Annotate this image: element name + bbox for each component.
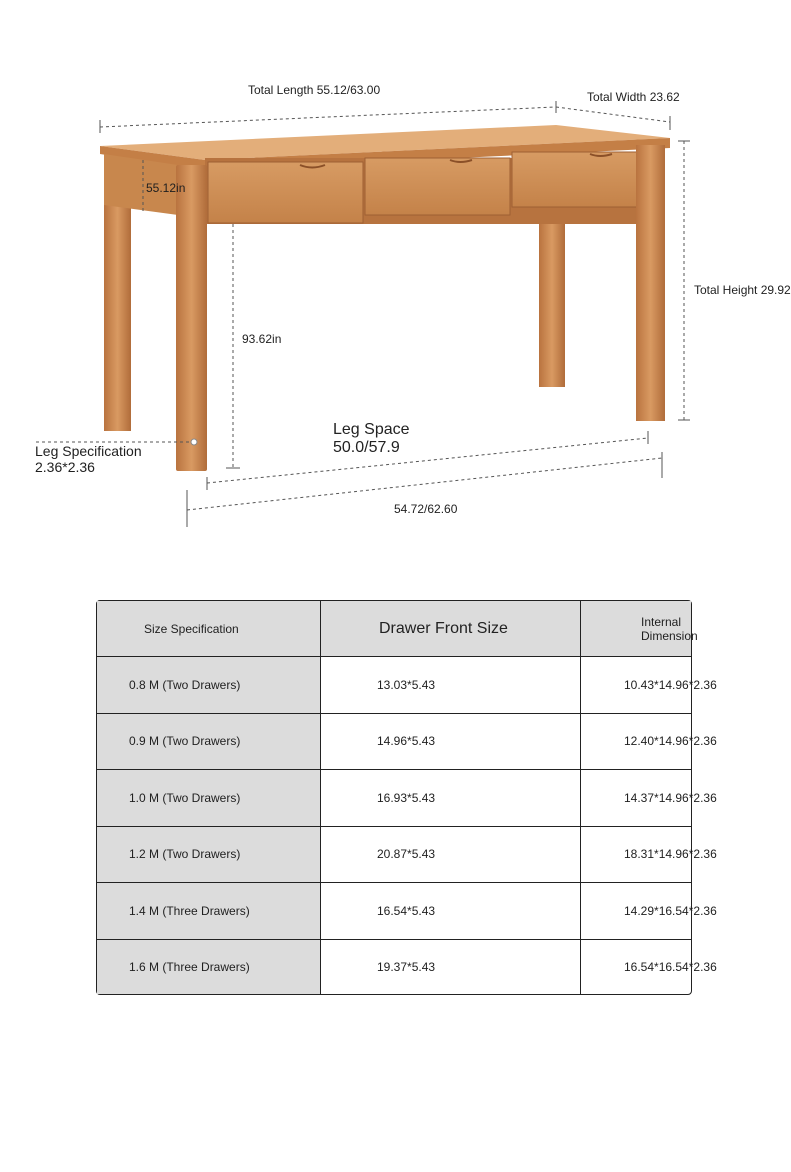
width-dim-line <box>556 107 670 122</box>
drawer-size-cell: 14.96*5.43 <box>321 713 581 770</box>
table-row <box>97 826 691 883</box>
table-row <box>97 939 691 994</box>
table-row <box>97 770 691 827</box>
table-row <box>97 713 691 770</box>
internal-dimension-cell: 10.43*14.96*2.36 <box>581 657 692 714</box>
total-height-label: Total Height 29.92 <box>694 283 791 297</box>
drawer-size-cell: 19.37*5.43 <box>321 939 581 994</box>
size-cell: 0.8 M (Two Drawers) <box>97 657 321 714</box>
leg-space-dim-line <box>207 438 648 483</box>
size-cell: 1.0 M (Two Drawers) <box>97 770 321 827</box>
leg-clearance-label: 93.62in <box>242 332 282 346</box>
drawer-size-cell: 16.93*5.43 <box>321 770 581 827</box>
size-cell: 0.9 M (Two Drawers) <box>97 713 321 770</box>
internal-dimension-cell: 16.54*16.54*2.36 <box>581 939 692 994</box>
drawer-size-cell: 13.03*5.43 <box>321 657 581 714</box>
leg-spec-marker <box>191 439 197 445</box>
drawer-middle <box>365 158 510 215</box>
size-cell: 1.4 M (Three Drawers) <box>97 883 321 940</box>
front-span-label: 54.72/62.60 <box>394 502 458 516</box>
total-length-label: Total Length 55.12/63.00 <box>248 83 381 97</box>
desk-illustration <box>0 0 790 540</box>
total-width-label: Total Width 23.62 <box>587 90 680 104</box>
front-left-leg <box>176 165 207 471</box>
drawer-size-cell: 16.54*5.43 <box>321 883 581 940</box>
length-dim-line <box>100 107 556 127</box>
leg-space-title: Leg Space <box>333 421 410 438</box>
internal-dimension-cell: 14.37*14.96*2.36 <box>581 770 692 827</box>
table-header-row <box>97 601 691 657</box>
drawer-right <box>512 152 648 207</box>
internal-dimension-cell: 18.31*14.96*2.36 <box>581 826 692 883</box>
leg-spec-title: Leg Specification <box>35 443 142 459</box>
apron-height-label: 55.12in <box>146 181 186 195</box>
size-cell: 1.6 M (Three Drawers) <box>97 939 321 994</box>
leg-spec-value: 2.36*2.36 <box>35 459 95 475</box>
internal-dimension-cell: 12.40*14.96*2.36 <box>581 713 692 770</box>
header-internal-dimension: Internal Dimension <box>581 601 692 657</box>
table-row <box>97 657 691 714</box>
back-left-leg <box>104 175 131 431</box>
table-row <box>97 883 691 940</box>
drawer-size-cell: 20.87*5.43 <box>321 826 581 883</box>
header-size-specification: Size Specification <box>97 601 321 657</box>
leg-space-value: 50.0/57.9 <box>333 439 400 456</box>
header-drawer-front-size: Drawer Front Size <box>321 601 581 657</box>
front-right-leg <box>636 145 665 421</box>
internal-dimension-cell: 14.29*16.54*2.36 <box>581 883 692 940</box>
size-spec-table <box>96 600 717 995</box>
size-cell: 1.2 M (Two Drawers) <box>97 826 321 883</box>
drawer-left <box>208 162 363 223</box>
